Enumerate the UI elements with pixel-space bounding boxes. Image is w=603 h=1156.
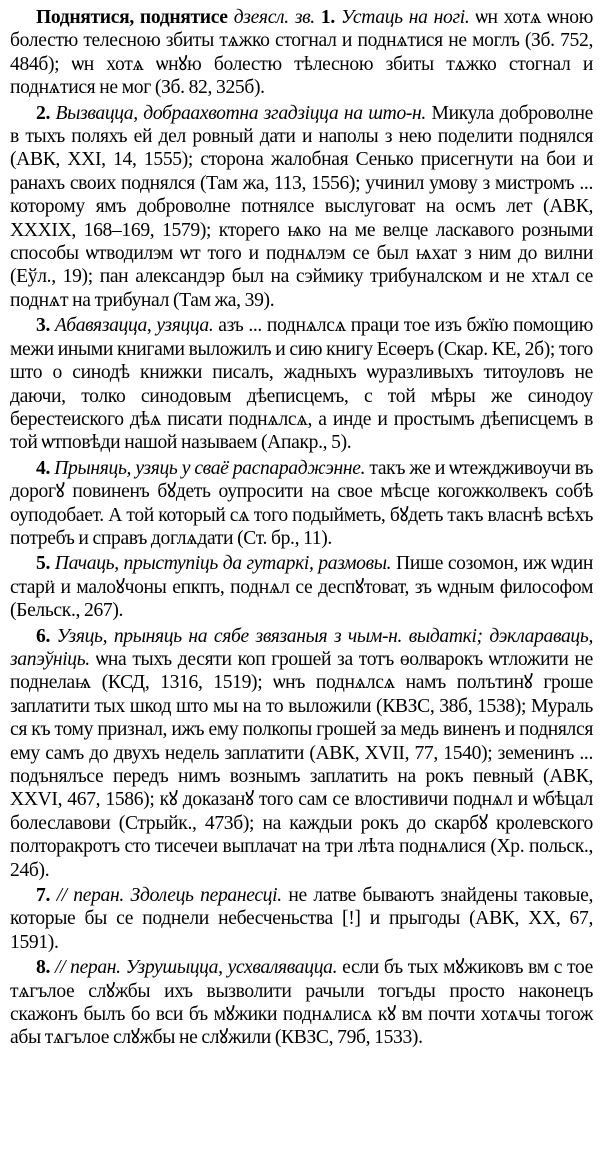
sense-gloss: Вызваццa, добраахвотна згадзіцца на што-н. <box>55 102 426 124</box>
sense-gloss: Прыняць, узяць у сваё распараджэнне. <box>54 457 366 479</box>
sense-gloss: // перан. Узрушыццa, усхваляваццa. <box>54 957 338 979</box>
sense-text: ѡна тыхъ десяти коп грошей за тотъ өолварокъ ѡтложити не поднелаѩ (КСД, 1316, 1519); ѡнъ поднѧлсѧ намъ полътинꙋ гроше заплатити тых шкод што мы на то выложили (КВЗС, 38б, 1538); Мураль ся къ тому признал, ижъ ему полкопы грошей за медь виненъ и поднялся ему самъ до двухъ недель заплатити (АВК, XVII, 77, 1540); земенинъ ... подънялъсе передъ нимъ вознымъ заплатить на рокъ певный (АВК, XXVI, 467, 1586); кꙋ доказанꙋ того сам се влостивичи поднѧл и ѡбѣцал болеславови (Стрыйк., 473б); на каждыи рокъ до скарбꙋ кролевского полторакротъ сто тисечеи выплачат на три лѣта поднѧлися (Хр. польск., 24б). <box>10 648 593 881</box>
headword: Поднятися, поднятисе <box>36 7 228 28</box>
sense-gloss: Абавязаццa, узяццa. <box>54 315 214 337</box>
sense-gloss: Устаць на ногі. <box>340 7 470 28</box>
sense-text: Микула доброволне в тыхъ поляхъ ей дел ровный дати и наполы з нею поделити поднялся (АВК, XXI, 14, 1555); сторона жалобная Сенько присегнути на бои и ранахъ своих поднялся (Там жа, 113, 1556); учинил умову з мистромъ ... которому ямъ доброволне потнялсе выслуговат на осмъ лет (АВК, XXXIX, 168–169, 1579); кторего ѩко на ме велце ласкавого розными способы ѡтводилэм ѡт того и поднѧлэм се был ѩхат з ним до вилни (Еўл., 19); пан александэр был на сэймику трибуналском и не хтѧл се поднѧт на трибунал (Там жа, 39). <box>10 102 593 311</box>
sense-gloss: Узяць, прыняць на сябе звязаныя з чым-н. выдаткі; дэклараваць, запэўніць. <box>10 625 593 670</box>
sense-number: 7. <box>36 885 50 907</box>
sense-number: 8. <box>36 957 50 979</box>
sense-8 <box>10 956 593 1050</box>
sense-number: 6. <box>36 625 50 647</box>
sense-4 <box>10 457 593 551</box>
sense-3 <box>10 314 593 454</box>
sense-text: Пише созомон, иж ѡдин старӥ и малоꙋчоны епкпъ, поднѧл се деспꙋтоват, зъ ѡдным философом (Бельск., 267). <box>10 553 593 622</box>
sense-6 <box>10 625 593 882</box>
entry-head <box>10 6 593 100</box>
grammar-label: дзеясл. зв. <box>233 7 315 28</box>
sense-number: 3. <box>36 315 50 337</box>
sense-7 <box>10 884 593 954</box>
sense-text: такъ же и ѡтеждживоучи въ дорогꙋ повиненъ бꙋдеть оупросити на свое мѣсце когожколвекъ собѣ оуподобает. А той который сѧ того подыйметь, бꙋдеть такъ власнѣ всѣхъ потребъ и справъ доглѧдати (Ст. бр., 11). <box>10 457 593 549</box>
sense-number: 4. <box>36 457 50 479</box>
sense-text: азъ ... поднѧлсѧ праци тое изъ бжїю помощию межи иными книгами выложилъ и сию книгу Есөеръ (Скар. КЕ, 2б); того што о синодѣ книжки писалъ, жадныхъ ѡуразливыхъ титоуловъ не даючи, толко синодовым дѣеписцемъ, с той мѣры же синодоу берестеиского дѣѧ писати поднѧлсѧ, а инде и простымъ дѣеписцемъ в той ѡтповѣди нашой называем (Апакр., 5). <box>10 315 593 454</box>
sense-gloss: // перан. Здолець перанесці. <box>56 885 282 907</box>
sense-number: 1. <box>320 7 335 28</box>
sense-text: ѡн хотѧ ѡною болестю телесною збиты тѧжко стогнал и поднѧтися не моглъ (Зб. 752, 484б); ѡн хотѧ ѡнꙋю болестю тѣлесною збиты тѧжко стогнал и поднѧтися не мог (Зб. 82, 325б). <box>10 7 594 99</box>
sense-number: 2. <box>36 102 50 124</box>
sense-5 <box>10 552 593 622</box>
sense-gloss: Пачаць, прыступіць да гутаркі, размовы. <box>54 553 392 575</box>
sense-2 <box>10 102 593 313</box>
sense-text: если бъ тых мꙋжиковъ вм с тое тѧгълое слꙋжбы ихъ вызволити рачыли тогъды просто наконецъ скажонъ былъ бо вси бъ мꙋжики поднѧлисѧ кꙋ вм почти хотѧчы тогож абы тѧгълое слꙋжбы не слꙋжили (КВЗС, 79б, 1533). <box>10 957 594 1049</box>
sense-number: 5. <box>36 553 50 575</box>
sense-text: не латве бываютъ знайдены таковые, которые бы се поднели небесченьства [!] и прыгоды (АВК, XX, 67, 1591). <box>10 885 594 953</box>
